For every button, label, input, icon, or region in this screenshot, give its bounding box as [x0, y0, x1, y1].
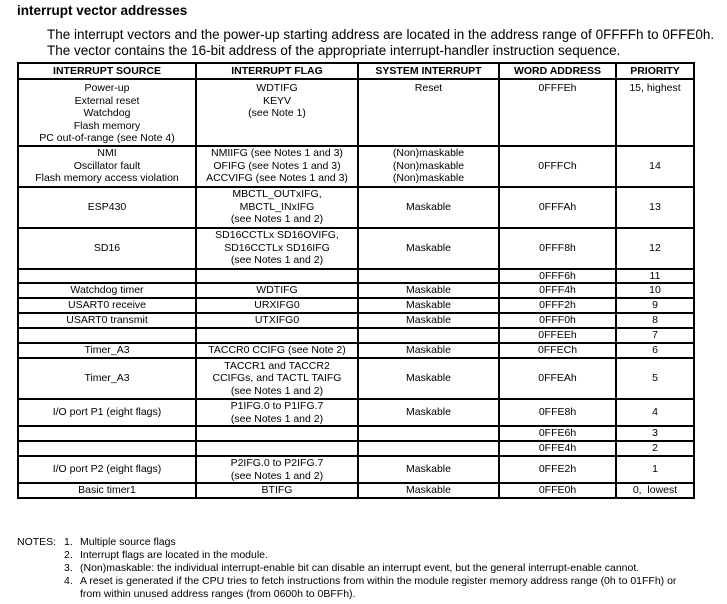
cell-flag: [196, 456, 358, 483]
cell-line: Basic timer1: [78, 484, 136, 496]
cell-line: Maskable: [406, 299, 451, 312]
note-text: Multiple source flags: [80, 536, 176, 548]
note-item: [17, 575, 700, 601]
cell-system-interrupt: [358, 228, 499, 269]
cell-source: [18, 313, 196, 328]
cell-line: Maskable: [406, 484, 451, 496]
cell-flag: [196, 187, 358, 228]
note-item: [17, 562, 700, 575]
cell-line: USART0 transmit: [66, 314, 148, 327]
cell-line: ACCVIFG (see Notes 1 and 3): [206, 172, 348, 185]
note-text: Interrupt flags are located in the module.: [80, 549, 268, 561]
cell-line: P1IFG.0 to P1IFG.7: [230, 400, 324, 412]
cell-system-interrupt: [358, 441, 499, 456]
cell-priority: 4: [616, 399, 694, 426]
cell-line: (Non)maskable: [392, 172, 465, 185]
cell-flag: [196, 79, 358, 146]
cell-line: CCIFGs, and TACTL TAIFG: [212, 372, 342, 385]
cell-line: TACCR1 and TACCR2: [224, 359, 330, 372]
cell-flag: [196, 441, 358, 456]
cell-priority: 7: [616, 328, 694, 343]
cell-line: Maskable: [406, 314, 451, 327]
table-row: [18, 146, 694, 187]
cell-source: [18, 187, 196, 228]
cell-priority: 1: [616, 456, 694, 483]
cell-line: Maskable: [406, 284, 451, 297]
cell-source: [18, 399, 196, 426]
table-row: [18, 228, 694, 269]
cell-word-address: 0FFFAh: [499, 187, 616, 228]
cell-priority: 11: [616, 269, 694, 284]
cell-line: (see Notes 1 and 2): [230, 254, 324, 267]
cell-word-address: 0FFFCh: [499, 146, 616, 187]
cell-system-interrupt: [358, 328, 499, 343]
cell-line: PC out-of-range (see Note 4): [39, 132, 175, 144]
cell-source: [18, 283, 196, 298]
cell-priority: 5: [616, 358, 694, 399]
intro-paragraph: [47, 27, 714, 58]
note-number: 3.: [64, 562, 73, 574]
cell-line: OFIFG (see Notes 1 and 3): [213, 159, 341, 172]
notes-label: [17, 549, 64, 562]
cell-line: (see Notes 1 and 2): [230, 412, 324, 425]
cell-line: (see Notes 1 and 2): [230, 469, 324, 482]
table-row: [18, 283, 694, 298]
cell-system-interrupt: [358, 358, 499, 399]
cell-system-interrupt: [358, 298, 499, 313]
cell-word-address: 0FFE0h: [499, 483, 616, 498]
cell-source: [18, 343, 196, 358]
cell-system-interrupt: [358, 456, 499, 483]
cell-source: [18, 269, 196, 284]
cell-priority: 3: [616, 426, 694, 441]
cell-line: Maskable: [406, 406, 451, 419]
cell-system-interrupt: [358, 79, 499, 146]
cell-line: P2IFG.0 to P2IFG.7: [230, 457, 324, 469]
table-row: [18, 79, 694, 146]
table-header-row: [18, 63, 694, 79]
cell-flag: [196, 483, 358, 498]
header-source: INTERRUPT SOURCE: [18, 63, 196, 79]
cell-line: KEYV: [262, 94, 291, 107]
table-row: [18, 343, 694, 358]
table-row: [18, 313, 694, 328]
table-row: [18, 358, 694, 399]
cell-line: Reset: [414, 82, 443, 94]
cell-system-interrupt: [358, 483, 499, 498]
notes-label: [17, 575, 64, 601]
cell-flag: [196, 426, 358, 441]
cell-flag: [196, 328, 358, 343]
cell-line: ESP430: [87, 200, 127, 213]
cell-word-address: 0FFF4h: [499, 283, 616, 298]
header-priority: PRIORITY: [616, 63, 694, 79]
cell-word-address: 0FFFEh: [499, 79, 616, 146]
table-row: [18, 328, 694, 343]
header-flag: INTERRUPT FLAG: [196, 63, 358, 79]
cell-word-address: 0FFF8h: [499, 228, 616, 269]
cell-flag: [196, 313, 358, 328]
cell-system-interrupt: [358, 269, 499, 284]
cell-line: Power-up: [84, 82, 130, 94]
cell-line: Flash memory: [73, 119, 141, 132]
cell-line: UTXIFG0: [254, 314, 300, 327]
table-row: [18, 298, 694, 313]
cell-line: SD16: [93, 241, 121, 254]
cell-line: Maskable: [406, 463, 451, 476]
cell-line: I/O port P2 (eight flags): [52, 463, 162, 476]
table-row: [18, 426, 694, 441]
cell-line: Watchdog: [83, 107, 131, 119]
cell-line: SD16CCTLx SD16IFG: [224, 241, 330, 254]
cell-word-address: 0FFF2h: [499, 298, 616, 313]
cell-line: External reset: [74, 94, 140, 107]
cell-flag: [196, 146, 358, 187]
notes-label: NOTES:: [17, 536, 57, 548]
cell-line: I/O port P1 (eight flags): [52, 406, 162, 419]
cell-flag: [196, 228, 358, 269]
cell-line: Timer_A3: [84, 344, 130, 357]
notes-label: [17, 562, 64, 575]
cell-line: (see Notes 1 and 2): [230, 213, 324, 226]
table-row: [18, 441, 694, 456]
cell-flag: [196, 269, 358, 284]
cell-priority: 6: [616, 343, 694, 358]
section-title: interrupt vector addresses: [17, 3, 188, 18]
cell-line: SD16CCTLx SD16OVIFG,: [215, 229, 339, 242]
cell-line: (Non)maskable: [392, 159, 465, 172]
cell-source: [18, 328, 196, 343]
cell-system-interrupt: [358, 187, 499, 228]
table-row: [18, 456, 694, 483]
notes: [17, 536, 700, 601]
cell-source: [18, 358, 196, 399]
cell-system-interrupt: [358, 146, 499, 187]
cell-source: [18, 441, 196, 456]
cell-line: Watchdog timer: [70, 284, 144, 297]
cell-line: WDTIFG: [256, 82, 298, 94]
cell-line: WDTIFG: [256, 284, 298, 297]
cell-line: Maskable: [406, 344, 451, 357]
cell-source: [18, 298, 196, 313]
intro-line: The interrupt vectors and the power-up starting address are located in the address range of 0FFFFh to 0FFE0h.: [47, 27, 715, 42]
cell-system-interrupt: [358, 313, 499, 328]
note-item: [17, 549, 700, 562]
cell-word-address: 0FFEEh: [499, 328, 616, 343]
table-row: [18, 399, 694, 426]
cell-word-address: 0FFE6h: [499, 426, 616, 441]
cell-priority: 2: [616, 441, 694, 456]
note-text: A reset is generated if the CPU tries to fetch instructions from within the module register memory address range (0h to 01FFh) or from within unused address ranges (from 0600h to 0BFFh).: [80, 575, 677, 600]
cell-priority: 12: [616, 228, 694, 269]
interrupt-vector-table: [17, 62, 695, 499]
cell-priority: 10: [616, 283, 694, 298]
cell-word-address: 0FFE2h: [499, 456, 616, 483]
cell-system-interrupt: [358, 343, 499, 358]
note-text: (Non)maskable: the individual interrupt-enable bit can disable an interrupt event, but the general interrupt-enable cannot.: [80, 562, 640, 574]
cell-line: Maskable: [406, 241, 451, 254]
cell-line: MBCTL_OUTxIFG,: [232, 188, 322, 201]
cell-line: NMI: [97, 147, 117, 160]
cell-system-interrupt: [358, 399, 499, 426]
cell-system-interrupt: [358, 426, 499, 441]
cell-line: MBCTL_INxIFG: [239, 200, 315, 213]
cell-word-address: 0FFF0h: [499, 313, 616, 328]
cell-word-address: 0FFE8h: [499, 399, 616, 426]
cell-priority: 0, lowest: [616, 483, 694, 498]
cell-line: URXIFG0: [254, 299, 300, 312]
cell-priority: 8: [616, 313, 694, 328]
cell-flag: [196, 298, 358, 313]
cell-line: Maskable: [406, 200, 451, 213]
table-row: [18, 187, 694, 228]
table-row: [18, 269, 694, 284]
note-item: [17, 536, 700, 549]
cell-line: Maskable: [406, 372, 451, 385]
cell-source: [18, 146, 196, 187]
cell-line: USART0 receive: [67, 299, 146, 312]
cell-line: (Non)maskable: [392, 147, 465, 160]
cell-word-address: 0FFE4h: [499, 441, 616, 456]
cell-priority: 15, highest: [616, 79, 694, 146]
cell-flag: [196, 399, 358, 426]
cell-priority: 13: [616, 187, 694, 228]
cell-source: [18, 483, 196, 498]
cell-priority: 9: [616, 298, 694, 313]
table-row: [18, 483, 694, 498]
cell-source: [18, 79, 196, 146]
header-word-address: WORD ADDRESS: [499, 63, 616, 79]
cell-line: Oscillator fault: [73, 159, 141, 172]
note-number: 1.: [64, 536, 73, 548]
cell-word-address: 0FFECh: [499, 343, 616, 358]
cell-line: (see Note 1): [248, 107, 306, 119]
cell-line: BTIFG: [261, 484, 293, 496]
cell-word-address: 0FFF6h: [499, 269, 616, 284]
cell-line: NMIIFG (see Notes 1 and 3): [211, 147, 343, 160]
cell-line: (see Notes 1 and 2): [230, 384, 324, 397]
cell-flag: [196, 358, 358, 399]
cell-line: Timer_A3: [84, 372, 130, 385]
cell-line: TACCR0 CCIFG (see Note 2): [208, 344, 346, 357]
cell-flag: [196, 283, 358, 298]
cell-source: [18, 426, 196, 441]
cell-source: [18, 228, 196, 269]
note-number: 4.: [64, 575, 73, 587]
cell-line: Flash memory access violation: [35, 172, 179, 185]
intro-line: The vector contains the 16-bit address of the appropriate interrupt-handler instruction sequence.: [47, 42, 621, 58]
cell-source: [18, 456, 196, 483]
cell-system-interrupt: [358, 283, 499, 298]
cell-flag: [196, 343, 358, 358]
note-number: 2.: [64, 549, 73, 561]
header-system-interrupt: SYSTEM INTERRUPT: [358, 63, 499, 79]
cell-word-address: 0FFEAh: [499, 358, 616, 399]
cell-priority: 14: [616, 146, 694, 187]
